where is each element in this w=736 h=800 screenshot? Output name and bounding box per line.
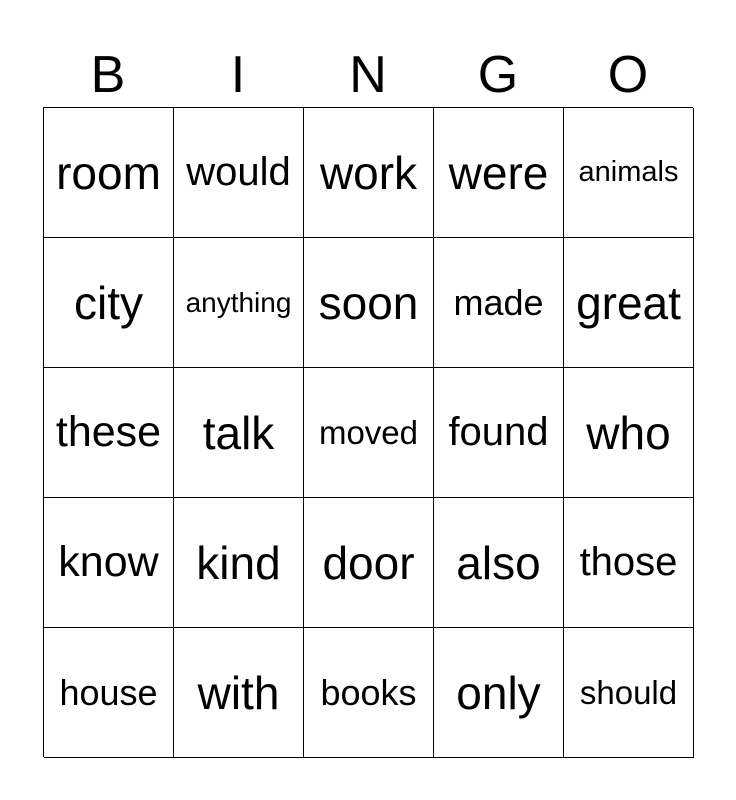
bingo-cell[interactable]: kind: [174, 498, 304, 628]
header-letter-o: O: [607, 46, 649, 104]
bingo-cell[interactable]: room: [44, 108, 174, 238]
header-letter-g: G: [477, 46, 519, 104]
bingo-cell[interactable]: these: [44, 368, 174, 498]
bingo-cell[interactable]: work: [304, 108, 434, 238]
bingo-cell[interactable]: anything: [174, 238, 304, 368]
bingo-cell[interactable]: made: [434, 238, 564, 368]
bingo-cell[interactable]: would: [174, 108, 304, 238]
bingo-cell[interactable]: were: [434, 108, 564, 238]
bingo-cell[interactable]: should: [564, 628, 694, 758]
bingo-header: [43, 44, 693, 106]
bingo-cell[interactable]: house: [44, 628, 174, 758]
bingo-board: [43, 107, 693, 757]
bingo-cell[interactable]: great: [564, 238, 694, 368]
bingo-cell[interactable]: only: [434, 628, 564, 758]
header-letter-i: I: [230, 46, 246, 104]
header-letter-b: B: [90, 46, 126, 104]
bingo-cell[interactable]: also: [434, 498, 564, 628]
bingo-cell[interactable]: moved: [304, 368, 434, 498]
bingo-cell[interactable]: those: [564, 498, 694, 628]
bingo-cell[interactable]: know: [44, 498, 174, 628]
bingo-cell[interactable]: books: [304, 628, 434, 758]
bingo-cell[interactable]: soon: [304, 238, 434, 368]
bingo-cell[interactable]: with: [174, 628, 304, 758]
bingo-cell[interactable]: who: [564, 368, 694, 498]
bingo-cell[interactable]: found: [434, 368, 564, 498]
bingo-cell[interactable]: city: [44, 238, 174, 368]
bingo-cell[interactable]: talk: [174, 368, 304, 498]
header-letter-n: N: [349, 46, 387, 104]
bingo-cell[interactable]: animals: [564, 108, 694, 238]
bingo-cell[interactable]: door: [304, 498, 434, 628]
